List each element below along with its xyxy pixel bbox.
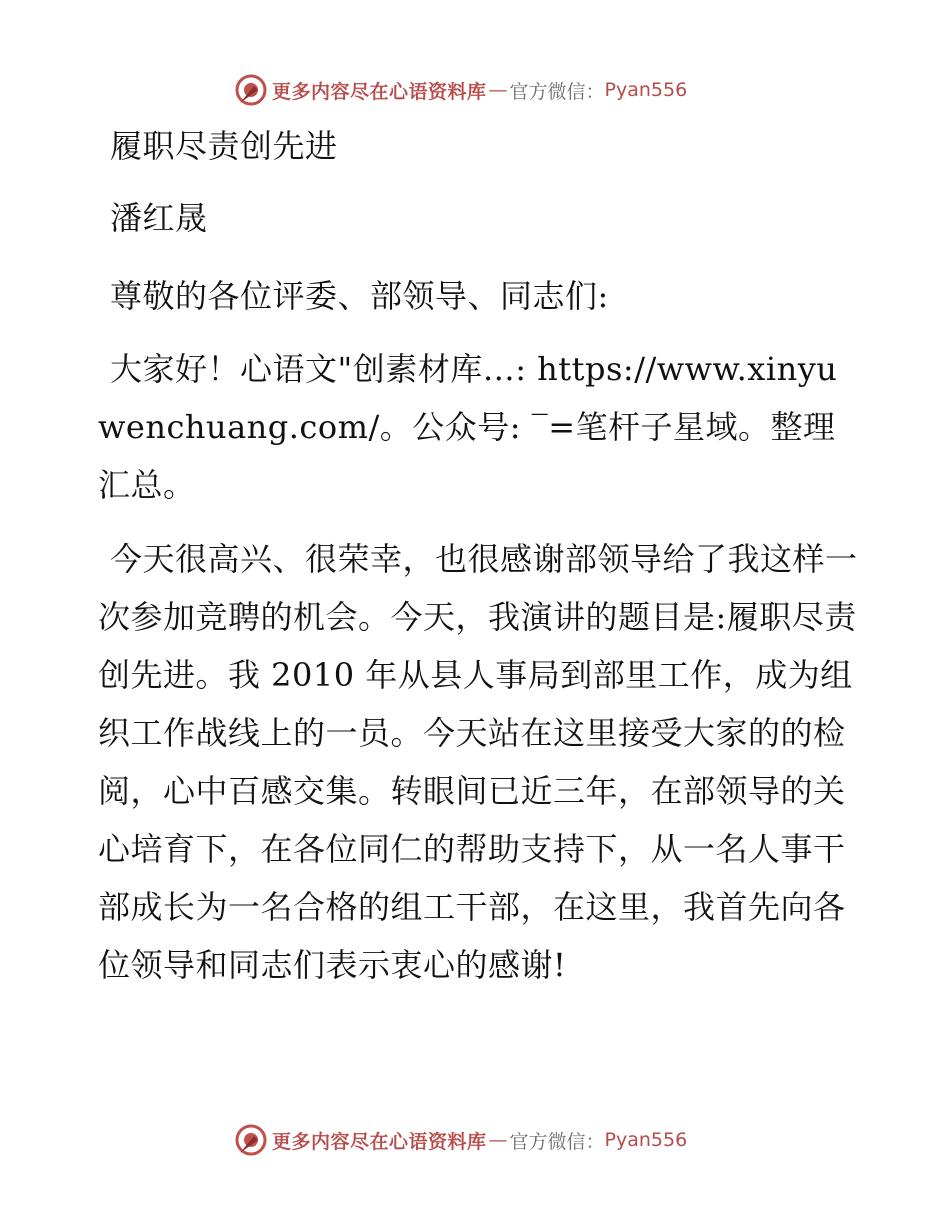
watermark-handle: Pyan556 — [604, 79, 688, 101]
watermark-dash: — — [488, 79, 508, 101]
footer-watermark — [234, 1122, 687, 1158]
paragraph-2: 今天很高兴、很荣幸，也很感谢部领导给了我这样一次参加竞聘的机会。今天，我演讲的题目是:履职尽责创先进。我 2010 年从县人事局到部里工作，成为组织工作战线上的一员。今天站在这里接受大家的的检阅，心中百感交集。转眼间已近三年，在部领导的关心培育下，在各位同仁的帮助支持下，从一名人事干部成长为一名合格的组工干部，在这里，我首先向各位领导和同志们表示衷心的感谢! — [98, 540, 858, 984]
watermark-label: 官方微信： — [509, 80, 605, 103]
document-title: 履职尽责创先进 — [110, 127, 338, 165]
pen-logo-icon — [234, 73, 268, 107]
header-watermark — [234, 72, 687, 108]
watermark-main-text: 更多内容尽在心语资料库 — [272, 1130, 487, 1153]
watermark-handle: Pyan556 — [604, 1129, 688, 1151]
document-greeting: 尊敬的各位评委、部领导、同志们: — [110, 277, 609, 315]
watermark-main-text: 更多内容尽在心语资料库 — [272, 80, 487, 103]
pen-logo-icon — [234, 1123, 268, 1157]
document-author: 潘红晟 — [110, 199, 208, 237]
paragraph-1: 大家好！心语文"创素材库…: https://www.xinyuwenchuang.com/。公众号: ‾=笔杆子星域。整理汇总。 — [98, 350, 838, 504]
watermark-dash: — — [488, 1129, 508, 1151]
watermark-label: 官方微信： — [509, 1130, 605, 1153]
